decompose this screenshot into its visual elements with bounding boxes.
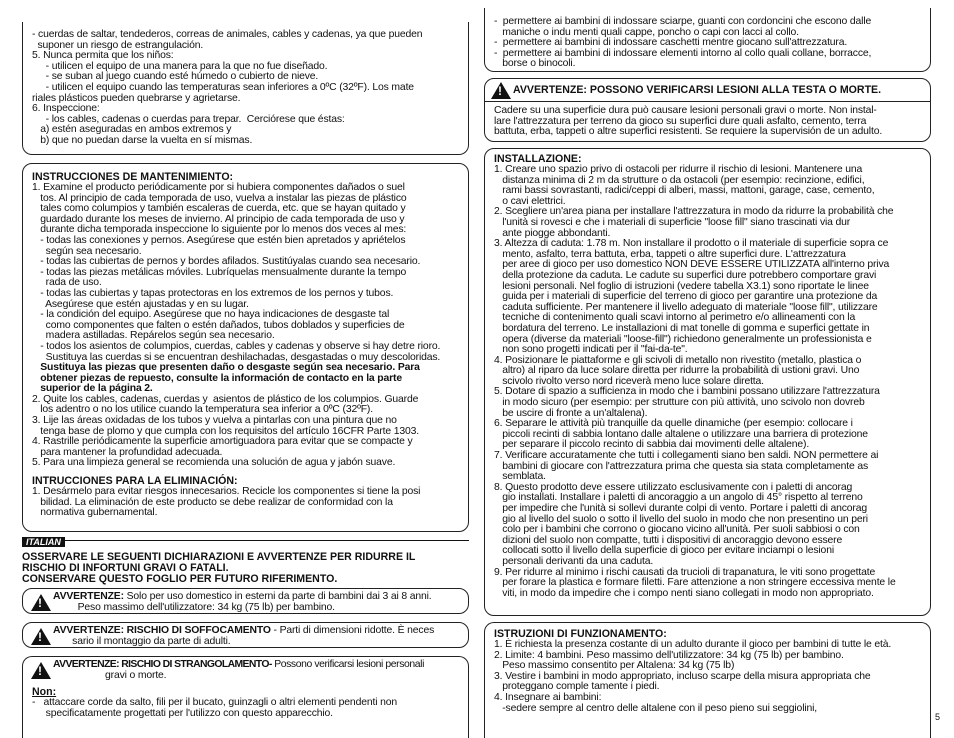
- text-line: non sono progetti indicati per il "fai-da-te".: [494, 344, 688, 356]
- text-line: borse o binocoli.: [494, 58, 576, 70]
- warning-box-usage: [22, 588, 469, 614]
- text-line: 1. È richiesta la presenza costante di un adulto durante il gioco per bambini di tutte le età.: [494, 639, 892, 650]
- left-top-box: [22, 22, 469, 155]
- text-line: 3. Vestire i bambini in modo appropriato, incluso scarpe della misura appropriata che: [494, 670, 871, 682]
- text-line: Sustituya las cuerdas si se encuentran deshilachadas, desgastadas o muy descoloridas.: [32, 351, 441, 363]
- text-line: opera (diverse da materiali "loose-fill") richiedono generalmente un professionista e: [494, 333, 872, 345]
- warning-icon: [31, 662, 51, 679]
- heading-line: OSSERVARE LE SEGUENTI DICHIARAZIONI E AVVERTENZE PER RIDURRE IL: [22, 551, 416, 563]
- text-line: dizioni del suolo non compatte, tutti i dispositivi di ancoraggio devono essere: [494, 534, 843, 546]
- text-line: normativa gubernamental.: [32, 507, 158, 519]
- text-line: lare l'attrezzatura per terreno da gioco su superfici dure quali asfalto, cemento, terra: [494, 115, 867, 127]
- text-line: 6. Inspeccione:: [32, 103, 100, 115]
- text-line-bold: obtener piezas de repuesto, consulte la información de contacto en la parte: [32, 372, 402, 384]
- text-line: battuta, erba, tappeti o altre superfici resistenti. Se requiere la supervisión de un adulto.: [494, 126, 883, 138]
- text-line: per separare il piccolo recinto di sabbia dai movimenti delle altalene).: [494, 439, 810, 451]
- text-line: 2. Scegliere un'area piana per installare l'attrezzatura in modo da ridurre la probabilità che: [494, 206, 894, 218]
- text-line: altro) al riparo da luce solare diretta per ridurre la probabilità di ustioni gravi. Uno: [494, 365, 860, 377]
- text-line: gio al livello del suolo o sotto il livello del suolo in modo che non presentino un peri: [494, 513, 868, 525]
- text-line: - permettere ai bambini di indossare caschetti mentre giocano sull'attrezzatura.: [494, 37, 848, 49]
- warning-text: - Parti di dimensioni ridotte. È neces: [270, 625, 435, 636]
- text-line: o cavi elettrici.: [494, 195, 566, 207]
- italian-heading: [22, 552, 415, 585]
- maintenance-box: [22, 163, 469, 532]
- warning-text: Peso massimo dell'utilizzatore: 34 kg (75 lb) per bambino.: [53, 601, 335, 613]
- text-line: guardado durante los meses de invierno. Al principio de cada temporada de uso y: [32, 213, 405, 225]
- text-line: 8. Questo prodotto deve essere utilizzato esclusivamente con i paletti di ancorag: [494, 481, 853, 493]
- heading-line: RISCHIO DI INFORTUNI GRAVI O FATALI.: [22, 562, 229, 574]
- page-number: 5: [934, 712, 940, 722]
- text-line: bordatura del terreno. Le installazioni di mat tonelle di gomma e superfici gettate in: [494, 322, 870, 334]
- text-line: 6. Separare le attività più tranquille da quelle dinamiche (per esempio: collocare i: [494, 418, 853, 430]
- text-line: - todas las conexiones y pernos. Asegúrese que estén bien apretados y apriételos: [32, 234, 406, 246]
- text-line-bold: Sustituya las piezas que presenten daño o desgaste según sea necesario. Para: [32, 362, 420, 374]
- warning-text: gravi o morte.: [53, 669, 167, 681]
- text-line-bold: superior de la página 2.: [32, 383, 153, 395]
- text-line: 4. Rastrille periódicamente la superficie amortiguadora para evitar que se compacte y: [32, 436, 413, 448]
- warning-text: sario il montaggio da parte di adulti.: [53, 635, 231, 647]
- warning-text: Possono verificarsi lesioni personali: [271, 659, 424, 670]
- right-top-text: [494, 17, 871, 70]
- text-line: 4. Insegnare ai bambini:: [494, 691, 602, 703]
- text-line: lesioni personali. Nel foglio di istruzioni (vedere tabella X3.1) sono riportate le linee: [494, 280, 869, 292]
- text-line: riales plásticos pueden quebrarse y agrietarse.: [32, 92, 241, 104]
- text-line: como componentes que falten o estén dañados, tubos doblados y superficies de: [32, 319, 405, 331]
- text-line: tos. Al principio de cada temporada de uso, vuelva a instalar las piezas de plástico: [32, 192, 407, 204]
- text-line: durante dicha temporada inspeccione lo siguiente por lo menos dos veces al mes:: [32, 224, 407, 236]
- head-warning-box: [484, 78, 931, 142]
- installation-box: [484, 148, 931, 616]
- text-line: scivolo rivolto verso nord riceverà meno luce solare diretta.: [494, 375, 764, 387]
- text-line: - utilicen el equipo de una manera para la que no fue diseñado.: [32, 60, 328, 72]
- operation-box: [484, 622, 931, 738]
- text-line: 3. Altezza di caduta: 1.78 m. Non installare il prodotto o il materiale di superficie sopra ce: [494, 238, 889, 250]
- warning-icon: [491, 82, 511, 99]
- warning-text: Solo per uso domestico in esterni da parte di bambini dai 3 ai 8 anni.: [123, 591, 432, 602]
- text-line: Peso massimo consentito per Altalena: 34 kg (75 lb): [494, 660, 735, 672]
- warning-box-choking: [22, 622, 469, 648]
- section-divider: [22, 540, 469, 541]
- text-line: 2. Limite: 4 bambini. Peso massimo dell'utilizzatore: 34 kg (75 lb) per bambino.: [494, 649, 844, 661]
- installation-title: INSTALLAZIONE:: [494, 153, 582, 165]
- text-line: 1. Creare uno spazio privo di ostacoli per ridurre il rischio di lesioni. Mantenere una: [494, 164, 863, 175]
- text-line: 7. Verificare accuratamente che tutti i collegamenti siano ben saldi. NON permettere ai: [494, 450, 879, 462]
- installation-content: [494, 154, 896, 599]
- text-line: - cuerdas de saltar, tendederos, correas de animales, cables y cadenas, ya que pueden: [32, 29, 423, 40]
- text-line: piccoli recinti di sabbia lontano dalle altalene o utilizzare una barriera di protezione: [494, 428, 868, 440]
- text-line: maniche o indu menti quali cappe, poncho o capi con lacci al collo.: [494, 26, 799, 38]
- text-line: 1. Examine el producto periódicamente por si hubiera componentes dañados o suel: [32, 182, 405, 193]
- text-line: tales como columpios y también escaleras de cuerda, etc. que se hayan quitado y: [32, 203, 406, 215]
- text-line: be uscire di fronte a un'altalena).: [494, 407, 648, 419]
- text-line: -sedere sempre al centro delle altalene con il peso pieno sui seggiolini,: [494, 702, 818, 714]
- maintenance-title: INSTRUCCIONES DE MANTENIMIENTO:: [32, 171, 234, 183]
- text-line: - todas las cubiertas y tapas protectoras en los extremos de los pernos y tubos.: [32, 287, 394, 299]
- text-line: rami bassi sovrastanti, radici/ceppi di alberi, massi, mattoni, garage, case, cemento,: [494, 185, 875, 197]
- text-line: 3. Lije las áreas oxidadas de los tubos y vuelva a pintarlas con una pintura que no: [32, 415, 397, 427]
- text-line: suponer un riesgo de estrangulación.: [32, 39, 204, 51]
- text-line: caduta sufficiente. Per mantenere il livello adeguato di materiale "loose fill", utilizzare: [494, 301, 878, 313]
- right-top-box: [484, 8, 931, 72]
- text-line: 5. Nunca permita que los niños:: [32, 50, 174, 62]
- text-line: rada de uso.: [32, 277, 102, 289]
- text-line: gio installati. Installare i paletti di ancoraggio a un angolo di 45° rispetto al terreno: [494, 492, 863, 504]
- text-line: a) estén aseguradas en ambos extremos y: [32, 124, 232, 136]
- warning-label: AVVERTENZE: RISCHIO DI STRANGOLAMENTO-: [53, 659, 272, 670]
- text-line: 5. Dotare di spazio a sufficienza in modo che i bambini possano utilizzare l'attrezzatura: [494, 386, 880, 398]
- text-line: - todas las cubiertas de pernos y bordes afilados. Sustitúyalas cuando sea necesario.: [32, 256, 421, 268]
- text-line: per impedire che l'unità si sollevi durante colpi di vento. Portare i paletti di ancorag: [494, 503, 867, 514]
- text-line: tenga base de plomo y que cumpla con los requisitos del artículo 16CFR Parte 1303.: [32, 425, 419, 437]
- text-line: según sea necesario.: [32, 245, 142, 257]
- operation-title: ISTRUZIONI DI FUNZIONAMENTO:: [494, 628, 667, 640]
- text-line: 2. Quite los cables, cadenas, cuerdas y asientos de plástico de los columpios. Guarde: [32, 393, 419, 405]
- text-line: para mantener la profundidad adecuada.: [32, 446, 223, 458]
- disposal-title: INTRUCCIONES PARA LA ELIMINACIÓN:: [32, 475, 238, 488]
- text-line: per forare la plastica e formare filetti. Fare attenzione a non stringere eccessiva mente le: [494, 577, 896, 589]
- text-line: della protezione da caduta. Le cadute su superfici dure potrebbero comportare gravi: [494, 269, 877, 281]
- text-line: 5. Para una limpieza general se recomienda una solución de agua y jabón suave.: [32, 457, 396, 469]
- text-line: collocati sotto il livello della superficie di gioco per evitare inciampi o lesioni: [494, 545, 834, 557]
- operation-content: [494, 629, 891, 714]
- text-line: - los cables, cadenas o cuerdas para trepar. Cerciórese que éstas:: [32, 113, 345, 125]
- non-label: Non:: [32, 686, 57, 698]
- text-line: 9. Per ridurre al minimo i rischi causati da trucioli di trapanatura, le viti sono progettate: [494, 566, 876, 578]
- text-line: bilidad. La eliminación de este producto se debe realizar de conformidad con la: [32, 496, 393, 508]
- text-line: per aree di gioco per uso domestico NON DEVE ESSERE UTILIZZATA all'interno priva: [494, 259, 890, 271]
- text-line: tecniche di contenimento quali scavi intorno al perimetro e/o allineamenti con la: [494, 312, 856, 324]
- text-line: - todas las piezas metálicas móviles. Lubríquelas mensualmente durante la tempo: [32, 266, 407, 278]
- text-line: - utilicen el equipo cuando las temperaturas sean inferiores a 0ºC (32ºF). Los mate: [32, 81, 414, 93]
- left-top-text: [32, 30, 422, 147]
- text-line: ante piogge abbondanti.: [494, 227, 611, 239]
- head-warning-title: AVVERTENZE: POSSONO VERIFICARSI LESIONI ALLA TESTA O MORTE.: [513, 84, 882, 96]
- text-line: b) que no puedan darse la vuelta en sí mismas.: [32, 134, 253, 146]
- text-line: specificatamente progettati per l'utilizzo con questo apparecchio.: [32, 707, 333, 719]
- text-line: - todos los asientos de columpios, cuerdas, cables y cadenas y observe si hay detre rioro.: [32, 340, 441, 352]
- text-line: 1. Desármelo para evitar riesgos innecesarios. Recicle los componentes si tiene la posi: [32, 486, 421, 498]
- text-line: - permettere ai bambini di indossare elementi intorno al collo quali collane, borracce,: [494, 47, 872, 59]
- text-line: proteggano comple tamente i piedi.: [494, 681, 660, 693]
- warning-label: AVVERTENZE: RISCHIO DI SOFFOCAMENTO: [53, 625, 271, 636]
- text-line: colo per i bambini che corrono o giocano vicino all'unità. Per suoli sabbiosi o con: [494, 524, 860, 536]
- text-line: - attaccare corde da salto, fili per il bucato, guinzagli o altri elementi pendenti non: [32, 697, 397, 708]
- warning-icon: [31, 628, 51, 645]
- warning-label: AVVERTENZE:: [53, 591, 124, 602]
- text-line: - la condición del equipo. Asegúrese que no haya indicaciones de desgaste tal: [32, 309, 390, 321]
- text-line: semblata.: [494, 471, 546, 483]
- text-line: l'unità si rovesci e che i materiali di superficie "loose fill" siano trascinati via dur: [494, 216, 851, 228]
- text-line: - se suban al juego cuando esté húmedo o cubierto de nieve.: [32, 71, 319, 83]
- warning-icon: [31, 594, 51, 611]
- text-line: 4. Posizionare le piattaforme e gli scivoli di metallo non rivestito (metallo, plastica o: [494, 354, 862, 366]
- text-line: in modo sicuro (per esempio: per strutture con più attività, uno scivolo non dovreb: [494, 397, 865, 409]
- text-line: Asegúrese que estén ajustadas y en su lugar.: [32, 298, 249, 310]
- text-line: mento, asfalto, terra battuta, erba, tappeti o altre superfici dure. L'attrezzatura: [494, 248, 846, 260]
- language-label: ITALIAN: [22, 537, 65, 547]
- text-line: madera astilladas. Repárelos según sea necesario.: [32, 330, 275, 342]
- text-line: - permettere ai bambini di indossare sciarpe, guanti con cordoncini che escono dalle: [494, 16, 872, 27]
- text-line: bambini di giocare con l'attrezzatura prima che questa sia stata completamente as: [494, 460, 869, 472]
- text-line: los adentro o no los utilice cuando la temperatura sea inferior a 0ºC (32ºF).: [32, 404, 373, 416]
- text-line: guida per i materiali di superficie del terreno di gioco per garantire una protezione da: [494, 291, 878, 303]
- maintenance-content: [32, 172, 440, 519]
- text-line: distanza minima di 2 m da strutture o da ostacoli (per esempio: recinzione, edifici,: [494, 174, 865, 186]
- text-line: personali derivanti da una caduta.: [494, 555, 654, 567]
- warning-box-strangulation: [22, 656, 469, 738]
- text-line: viti, in modo da impedire che i compo nenti siano collegati in modo non appropriato.: [494, 587, 874, 599]
- text-line: Cadere su una superficie dura può causare lesioni personali gravi o morte. Non instal-: [494, 105, 877, 116]
- heading-line: CONSERVARE QUESTO FOGLIO PER FUTURO RIFERIMENTO.: [22, 573, 338, 585]
